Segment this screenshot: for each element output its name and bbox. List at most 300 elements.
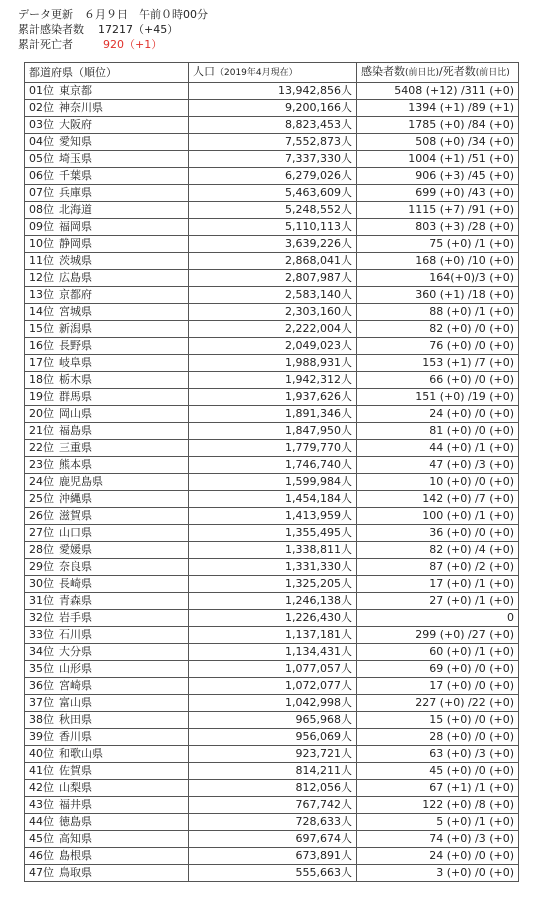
prefecture-name: 宮城県	[59, 305, 92, 318]
cases-deaths-cell: 5408 (+12) /311 (+0)	[357, 83, 519, 100]
prefecture-name: 北海道	[59, 203, 92, 216]
cases-deaths-cell: 47 (+0) /3 (+0)	[357, 457, 519, 474]
prefecture-cell	[25, 831, 189, 848]
header-deaths-label: /死者数	[439, 65, 476, 78]
prefecture-name: 宮崎県	[59, 679, 92, 692]
prefecture-name: 兵庫県	[59, 186, 92, 199]
rank-label: 23位	[29, 458, 54, 471]
rank-label: 22位	[29, 441, 54, 454]
rank-label: 05位	[29, 152, 54, 165]
prefecture-cell	[25, 219, 189, 236]
cases-deaths-cell: 87 (+0) /2 (+0)	[357, 559, 519, 576]
table-row	[25, 253, 519, 270]
prefecture-name: 滋賀県	[59, 509, 92, 522]
header-population	[189, 63, 357, 83]
rank-label: 40位	[29, 747, 54, 760]
cases-deaths-cell: 45 (+0) /0 (+0)	[357, 763, 519, 780]
prefecture-name: 佐賀県	[59, 764, 92, 777]
rank-label: 15位	[29, 322, 54, 335]
rank-label: 34位	[29, 645, 54, 658]
table-row	[25, 270, 519, 287]
cases-deaths-cell: 122 (+0) /8 (+0)	[357, 797, 519, 814]
rank-label: 20位	[29, 407, 54, 420]
prefecture-cell	[25, 678, 189, 695]
cases-deaths-cell: 168 (+0) /10 (+0)	[357, 253, 519, 270]
rank-label: 36位	[29, 679, 54, 692]
header-deaths-note: (前日比)	[475, 68, 510, 78]
prefecture-name: 群馬県	[59, 390, 92, 403]
table-row	[25, 559, 519, 576]
prefecture-cell	[25, 83, 189, 100]
table-row	[25, 355, 519, 372]
table-row	[25, 321, 519, 338]
prefecture-cell	[25, 797, 189, 814]
cases-deaths-cell: 803 (+3) /28 (+0)	[357, 219, 519, 236]
rank-label: 28位	[29, 543, 54, 556]
table-row	[25, 474, 519, 491]
prefecture-cell	[25, 593, 189, 610]
table-row	[25, 372, 519, 389]
cases-deaths-cell: 69 (+0) /0 (+0)	[357, 661, 519, 678]
table-row	[25, 440, 519, 457]
population-cell: 2,807,987人	[189, 270, 357, 287]
population-cell: 1,891,346人	[189, 406, 357, 423]
table-row	[25, 627, 519, 644]
prefecture-cell	[25, 491, 189, 508]
population-cell: 9,200,166人	[189, 100, 357, 117]
table-row	[25, 219, 519, 236]
rank-label: 07位	[29, 186, 54, 199]
table-row	[25, 236, 519, 253]
cases-deaths-cell: 27 (+0) /1 (+0)	[357, 593, 519, 610]
prefecture-name: 愛媛県	[59, 543, 92, 556]
rank-label: 10位	[29, 237, 54, 250]
prefecture-cell	[25, 848, 189, 865]
prefecture-name: 岩手県	[59, 611, 92, 624]
prefecture-cell	[25, 168, 189, 185]
prefecture-cell	[25, 372, 189, 389]
table-row	[25, 83, 519, 100]
cases-deaths-cell: 82 (+0) /4 (+0)	[357, 542, 519, 559]
header-cases-note: (前日比)	[405, 68, 440, 78]
total-infected-value: 17217（+45）	[98, 23, 179, 36]
prefecture-name: 山形県	[59, 662, 92, 675]
rank-label: 18位	[29, 373, 54, 386]
population-cell: 1,779,770人	[189, 440, 357, 457]
header-prefecture: 都道府県（順位）	[25, 63, 189, 83]
prefecture-name: 大分県	[59, 645, 92, 658]
total-infected-row	[18, 22, 208, 37]
population-cell: 7,337,330人	[189, 151, 357, 168]
table-row	[25, 593, 519, 610]
cases-deaths-cell: 100 (+0) /1 (+0)	[357, 508, 519, 525]
population-cell: 814,211人	[189, 763, 357, 780]
update-header	[18, 7, 208, 52]
prefecture-name: 熊本県	[59, 458, 92, 471]
prefecture-cell	[25, 695, 189, 712]
table-row	[25, 406, 519, 423]
prefecture-cell	[25, 185, 189, 202]
table-row	[25, 423, 519, 440]
population-cell: 1,226,430人	[189, 610, 357, 627]
table-row	[25, 525, 519, 542]
table-row	[25, 678, 519, 695]
population-cell: 697,674人	[189, 831, 357, 848]
population-cell: 5,248,552人	[189, 202, 357, 219]
prefecture-name: 岡山県	[59, 407, 92, 420]
table-row	[25, 389, 519, 406]
table-row	[25, 831, 519, 848]
table-row	[25, 304, 519, 321]
prefecture-name: 秋田県	[59, 713, 92, 726]
prefecture-name: 和歌山県	[59, 747, 103, 760]
total-deaths-value: 920（+1）	[103, 38, 163, 51]
prefecture-cell	[25, 525, 189, 542]
cases-deaths-cell: 44 (+0) /1 (+0)	[357, 440, 519, 457]
prefecture-cell	[25, 321, 189, 338]
rank-label: 37位	[29, 696, 54, 709]
rank-label: 09位	[29, 220, 54, 233]
table-body	[25, 83, 519, 882]
prefecture-name: 神奈川県	[59, 101, 103, 114]
prefecture-name: 岐阜県	[59, 356, 92, 369]
prefecture-cell	[25, 763, 189, 780]
rank-label: 21位	[29, 424, 54, 437]
table-row	[25, 610, 519, 627]
table-row	[25, 644, 519, 661]
total-deaths-label: 累計死亡者	[18, 38, 73, 51]
rank-label: 06位	[29, 169, 54, 182]
total-deaths-row	[18, 37, 208, 52]
cases-deaths-cell: 1394 (+1) /89 (+1)	[357, 100, 519, 117]
table-row	[25, 729, 519, 746]
prefecture-name: 鳥取県	[59, 866, 92, 879]
rank-label: 25位	[29, 492, 54, 505]
population-cell: 1,338,811人	[189, 542, 357, 559]
prefecture-name: 三重県	[59, 441, 92, 454]
cases-deaths-cell: 1004 (+1) /51 (+0)	[357, 151, 519, 168]
rank-label: 42位	[29, 781, 54, 794]
population-cell: 7,552,873人	[189, 134, 357, 151]
rank-label: 08位	[29, 203, 54, 216]
rank-label: 13位	[29, 288, 54, 301]
rank-label: 38位	[29, 713, 54, 726]
population-cell: 1,042,998人	[189, 695, 357, 712]
cases-deaths-cell: 227 (+0) /22 (+0)	[357, 695, 519, 712]
prefecture-name: 長崎県	[59, 577, 92, 590]
cases-deaths-cell: 906 (+3) /45 (+0)	[357, 168, 519, 185]
rank-label: 33位	[29, 628, 54, 641]
population-cell: 1,331,330人	[189, 559, 357, 576]
population-cell: 555,663人	[189, 865, 357, 882]
population-cell: 2,049,023人	[189, 338, 357, 355]
cases-deaths-cell: 164(+0)/3 (+0)	[357, 270, 519, 287]
cases-deaths-cell: 82 (+0) /0 (+0)	[357, 321, 519, 338]
cases-deaths-cell: 699 (+0) /43 (+0)	[357, 185, 519, 202]
population-cell: 1,937,626人	[189, 389, 357, 406]
header-population-note: （2019年4月現在）	[215, 68, 298, 78]
rank-label: 46位	[29, 849, 54, 862]
rank-label: 29位	[29, 560, 54, 573]
prefecture-name: 大阪府	[59, 118, 92, 131]
rank-label: 19位	[29, 390, 54, 403]
prefecture-cell	[25, 457, 189, 474]
prefecture-cell	[25, 627, 189, 644]
prefecture-name: 京都府	[59, 288, 92, 301]
prefecture-name: 福島県	[59, 424, 92, 437]
table-row	[25, 542, 519, 559]
table-row	[25, 168, 519, 185]
table-row	[25, 202, 519, 219]
prefecture-cell	[25, 814, 189, 831]
population-cell: 1,134,431人	[189, 644, 357, 661]
prefecture-cell	[25, 644, 189, 661]
cases-deaths-cell: 75 (+0) /1 (+0)	[357, 236, 519, 253]
rank-label: 02位	[29, 101, 54, 114]
population-cell: 1,325,205人	[189, 576, 357, 593]
table-row	[25, 457, 519, 474]
table-row	[25, 491, 519, 508]
prefecture-name: 沖縄県	[59, 492, 92, 505]
rank-label: 41位	[29, 764, 54, 777]
prefecture-cell	[25, 610, 189, 627]
prefecture-cell	[25, 117, 189, 134]
rank-label: 31位	[29, 594, 54, 607]
cases-deaths-cell: 508 (+0) /34 (+0)	[357, 134, 519, 151]
cases-deaths-cell: 299 (+0) /27 (+0)	[357, 627, 519, 644]
prefecture-cell	[25, 576, 189, 593]
prefecture-name: 高知県	[59, 832, 92, 845]
prefecture-cell	[25, 151, 189, 168]
cases-deaths-cell: 28 (+0) /0 (+0)	[357, 729, 519, 746]
population-cell: 1,847,950人	[189, 423, 357, 440]
prefecture-name: 栃木県	[59, 373, 92, 386]
rank-label: 14位	[29, 305, 54, 318]
prefecture-cell	[25, 355, 189, 372]
cases-deaths-cell: 360 (+1) /18 (+0)	[357, 287, 519, 304]
population-cell: 6,279,026人	[189, 168, 357, 185]
prefecture-cell	[25, 865, 189, 882]
rank-label: 16位	[29, 339, 54, 352]
prefecture-name: 埼玉県	[59, 152, 92, 165]
prefecture-cell	[25, 559, 189, 576]
rank-label: 43位	[29, 798, 54, 811]
prefecture-cell	[25, 474, 189, 491]
cases-deaths-cell: 3 (+0) /0 (+0)	[357, 865, 519, 882]
prefecture-name: 長野県	[59, 339, 92, 352]
prefecture-name: 徳島県	[59, 815, 92, 828]
rank-label: 45位	[29, 832, 54, 845]
prefecture-name: 山口県	[59, 526, 92, 539]
rank-label: 04位	[29, 135, 54, 148]
prefecture-name: 愛知県	[59, 135, 92, 148]
population-cell: 728,633人	[189, 814, 357, 831]
cases-deaths-cell: 151 (+0) /19 (+0)	[357, 389, 519, 406]
cases-deaths-cell: 24 (+0) /0 (+0)	[357, 848, 519, 865]
table-row	[25, 151, 519, 168]
rank-label: 26位	[29, 509, 54, 522]
prefecture-cell	[25, 304, 189, 321]
population-cell: 767,742人	[189, 797, 357, 814]
prefecture-cell	[25, 712, 189, 729]
population-cell: 2,303,160人	[189, 304, 357, 321]
cases-deaths-cell: 36 (+0) /0 (+0)	[357, 525, 519, 542]
table-row	[25, 848, 519, 865]
population-cell: 13,942,856人	[189, 83, 357, 100]
prefecture-name: 福岡県	[59, 220, 92, 233]
population-cell: 1,599,984人	[189, 474, 357, 491]
prefecture-name: 鹿児島県	[59, 475, 103, 488]
table-row	[25, 338, 519, 355]
cases-deaths-cell: 1115 (+7) /91 (+0)	[357, 202, 519, 219]
rank-label: 03位	[29, 118, 54, 131]
population-cell: 3,639,226人	[189, 236, 357, 253]
population-cell: 1,077,057人	[189, 661, 357, 678]
prefecture-cell	[25, 389, 189, 406]
population-cell: 5,463,609人	[189, 185, 357, 202]
table-row	[25, 712, 519, 729]
rank-label: 47位	[29, 866, 54, 879]
prefecture-name: 福井県	[59, 798, 92, 811]
rank-label: 11位	[29, 254, 54, 267]
prefecture-name: 青森県	[59, 594, 92, 607]
cases-deaths-cell: 76 (+0) /0 (+0)	[357, 338, 519, 355]
prefecture-name: 富山県	[59, 696, 92, 709]
table-row	[25, 797, 519, 814]
cases-deaths-cell: 88 (+0) /1 (+0)	[357, 304, 519, 321]
prefecture-name: 山梨県	[59, 781, 92, 794]
population-cell: 812,056人	[189, 780, 357, 797]
cases-deaths-cell: 63 (+0) /3 (+0)	[357, 746, 519, 763]
header-cases	[357, 63, 519, 83]
cases-deaths-cell: 81 (+0) /0 (+0)	[357, 423, 519, 440]
table-row	[25, 185, 519, 202]
population-cell: 923,721人	[189, 746, 357, 763]
table-row	[25, 134, 519, 151]
population-cell: 2,222,004人	[189, 321, 357, 338]
rank-label: 01位	[29, 84, 54, 97]
prefecture-cell	[25, 661, 189, 678]
cases-deaths-cell: 153 (+1) /7 (+0)	[357, 355, 519, 372]
prefecture-cell	[25, 780, 189, 797]
population-cell: 1,988,931人	[189, 355, 357, 372]
table-row	[25, 746, 519, 763]
table-row	[25, 780, 519, 797]
table-row	[25, 865, 519, 882]
rank-label: 32位	[29, 611, 54, 624]
prefecture-cell	[25, 270, 189, 287]
population-cell: 5,110,113人	[189, 219, 357, 236]
prefecture-cell	[25, 100, 189, 117]
prefecture-name: 石川県	[59, 628, 92, 641]
prefecture-cell	[25, 253, 189, 270]
cases-deaths-cell: 1785 (+0) /84 (+0)	[357, 117, 519, 134]
population-cell: 1,413,959人	[189, 508, 357, 525]
prefecture-cell	[25, 202, 189, 219]
prefecture-name: 広島県	[59, 271, 92, 284]
population-cell: 1,746,740人	[189, 457, 357, 474]
header-cases-label: 感染者数	[361, 65, 405, 78]
rank-label: 12位	[29, 271, 54, 284]
rank-label: 35位	[29, 662, 54, 675]
population-cell: 956,069人	[189, 729, 357, 746]
population-cell: 673,891人	[189, 848, 357, 865]
prefecture-name: 新潟県	[59, 322, 92, 335]
table-header-row	[25, 63, 519, 83]
table-row	[25, 763, 519, 780]
cases-deaths-cell: 24 (+0) /0 (+0)	[357, 406, 519, 423]
prefecture-cell	[25, 134, 189, 151]
rank-label: 39位	[29, 730, 54, 743]
table-row	[25, 814, 519, 831]
table-row	[25, 576, 519, 593]
prefecture-cell	[25, 746, 189, 763]
rank-label: 17位	[29, 356, 54, 369]
prefecture-name: 千葉県	[59, 169, 92, 182]
table-row	[25, 100, 519, 117]
prefecture-name: 香川県	[59, 730, 92, 743]
table-row	[25, 508, 519, 525]
cases-deaths-cell: 74 (+0) /3 (+0)	[357, 831, 519, 848]
table-row	[25, 695, 519, 712]
cases-deaths-cell: 0	[357, 610, 519, 627]
prefecture-name: 島根県	[59, 849, 92, 862]
rank-label: 27位	[29, 526, 54, 539]
table-row	[25, 287, 519, 304]
table-row	[25, 661, 519, 678]
prefecture-name: 東京都	[59, 84, 92, 97]
prefecture-cell	[25, 440, 189, 457]
population-cell: 2,583,140人	[189, 287, 357, 304]
cases-deaths-cell: 10 (+0) /0 (+0)	[357, 474, 519, 491]
prefecture-cell	[25, 287, 189, 304]
header-population-label: 人口	[193, 65, 215, 78]
prefecture-cell	[25, 338, 189, 355]
population-cell: 1,246,138人	[189, 593, 357, 610]
prefecture-cell	[25, 406, 189, 423]
cases-deaths-cell: 60 (+0) /1 (+0)	[357, 644, 519, 661]
prefecture-cell	[25, 729, 189, 746]
cases-deaths-cell: 5 (+0) /1 (+0)	[357, 814, 519, 831]
total-infected-label: 累計感染者数	[18, 23, 84, 36]
population-cell: 1,072,077人	[189, 678, 357, 695]
rank-label: 44位	[29, 815, 54, 828]
prefecture-name: 奈良県	[59, 560, 92, 573]
prefecture-cell	[25, 236, 189, 253]
table-row	[25, 117, 519, 134]
cases-deaths-cell: 142 (+0) /7 (+0)	[357, 491, 519, 508]
rank-label: 24位	[29, 475, 54, 488]
prefecture-cell	[25, 423, 189, 440]
cases-deaths-cell: 17 (+0) /0 (+0)	[357, 678, 519, 695]
update-timestamp: データ更新 ６月９日 午前０時00分	[18, 8, 208, 21]
cases-deaths-cell: 67 (+1) /1 (+0)	[357, 780, 519, 797]
population-cell: 1,454,184人	[189, 491, 357, 508]
population-cell: 8,823,453人	[189, 117, 357, 134]
prefecture-cell	[25, 508, 189, 525]
prefecture-table	[24, 62, 519, 882]
prefecture-name: 静岡県	[59, 237, 92, 250]
cases-deaths-cell: 66 (+0) /0 (+0)	[357, 372, 519, 389]
population-cell: 1,942,312人	[189, 372, 357, 389]
population-cell: 1,137,181人	[189, 627, 357, 644]
population-cell: 2,868,041人	[189, 253, 357, 270]
cases-deaths-cell: 17 (+0) /1 (+0)	[357, 576, 519, 593]
population-cell: 965,968人	[189, 712, 357, 729]
prefecture-name: 茨城県	[59, 254, 92, 267]
cases-deaths-cell: 15 (+0) /0 (+0)	[357, 712, 519, 729]
population-cell: 1,355,495人	[189, 525, 357, 542]
